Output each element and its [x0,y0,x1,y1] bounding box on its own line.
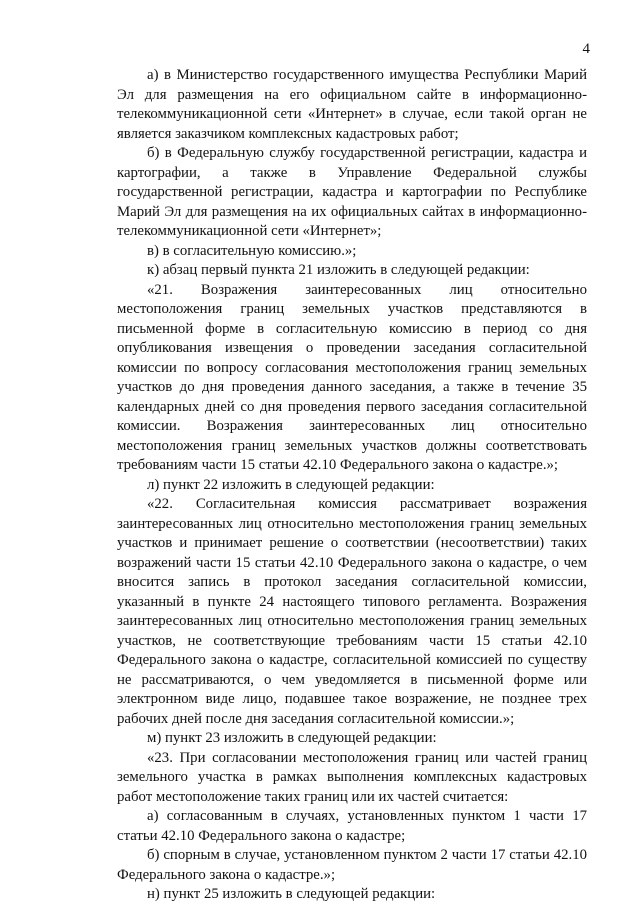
paragraph-21: «21. Возражения заинтересованных лиц относительно местоположения границ земельных участков представляются в письменной форме в согласительную комиссию в период со дня опубликования извещения о проведении заседания согласительной комиссии по вопросу согласования местоположения границ земельных участков до дня проведения данного заседания, а также в течение 35 календарных дней со дня проведения первого заседания согласительной комиссии. Возражения заинтересованных лиц относительно местоположения границ земельных участков должны соответствовать требованиям части 15 статьи 42.10 Федерального закона о кадастре.»; [117,281,587,473]
paragraph-23: «23. При согласовании местоположения границ или частей границ земельного участка в рамках выполнения комплексных кадастровых работ местоположение таких границ или их частей считается: [117,749,587,805]
paragraph-23-a: а) согласованным в случаях, установленных пунктом 1 части 17 статьи 42.10 Федерального закона о кадастре; [117,808,587,844]
paragraph-v: в) в согласительную комиссию.»; [147,242,357,259]
paragraph-22: «22. Согласительная комиссия рассматривает возражения заинтересованных лиц относительно местоположения границ земельных участков и принимает решение о соответствии (несоответствии) таких возражений части 15 статьи 42.10 Федерального закона о кадастре, о чем вносится запись в протокол заседания согласительной комиссии, указанный в пункте 24 настоящего типового регламента. Возражения заинтересованных лиц относительно местоположения границ земельных участков, не соответствующие требованиям части 15 статьи 42.10 Федерального закона о кадастре, согласительной комиссией по существу не рассматриваются, о чем уведомляется в письменной форме или электронном виде лицо, подавшее такое возражение, не позднее трех рабочих дней после дня заседания согласительной комиссии.»; [117,496,587,727]
paragraph-n: н) пункт 25 изложить в следующей редакции: [147,886,436,902]
page-number: 4 [582,41,590,57]
document-body [117,66,587,905]
paragraph-l: л) пункт 22 изложить в следующей редакции: [147,476,435,493]
paragraph-23-b: б) спорным в случае, установленном пунктом 2 части 17 статьи 42.10 Федерального закона о кадастре.»; [117,847,587,883]
paragraph-a: а) в Министерство государственного имущества Республики Марий Эл для размещения на его официальном сайте в информационно-телекоммуникационной сети «Интернет» в случае, если такой орган не является заказчиком комплексных кадастровых работ; [117,67,587,142]
paragraph-b: б) в Федеральную службу государственной регистрации, кадастра и картографии, а также в Управление Федеральной службы государственной регистрации, кадастра и картографии по Республике Марий Эл для размещения на их официальных сайтах в информационно-телекоммуникационной сети «Интернет»; [117,145,587,239]
paragraph-m: м) пункт 23 изложить в следующей редакции: [147,730,437,746]
paragraph-k: к) абзац первый пункта 21 изложить в следующей редакции: [147,262,530,278]
